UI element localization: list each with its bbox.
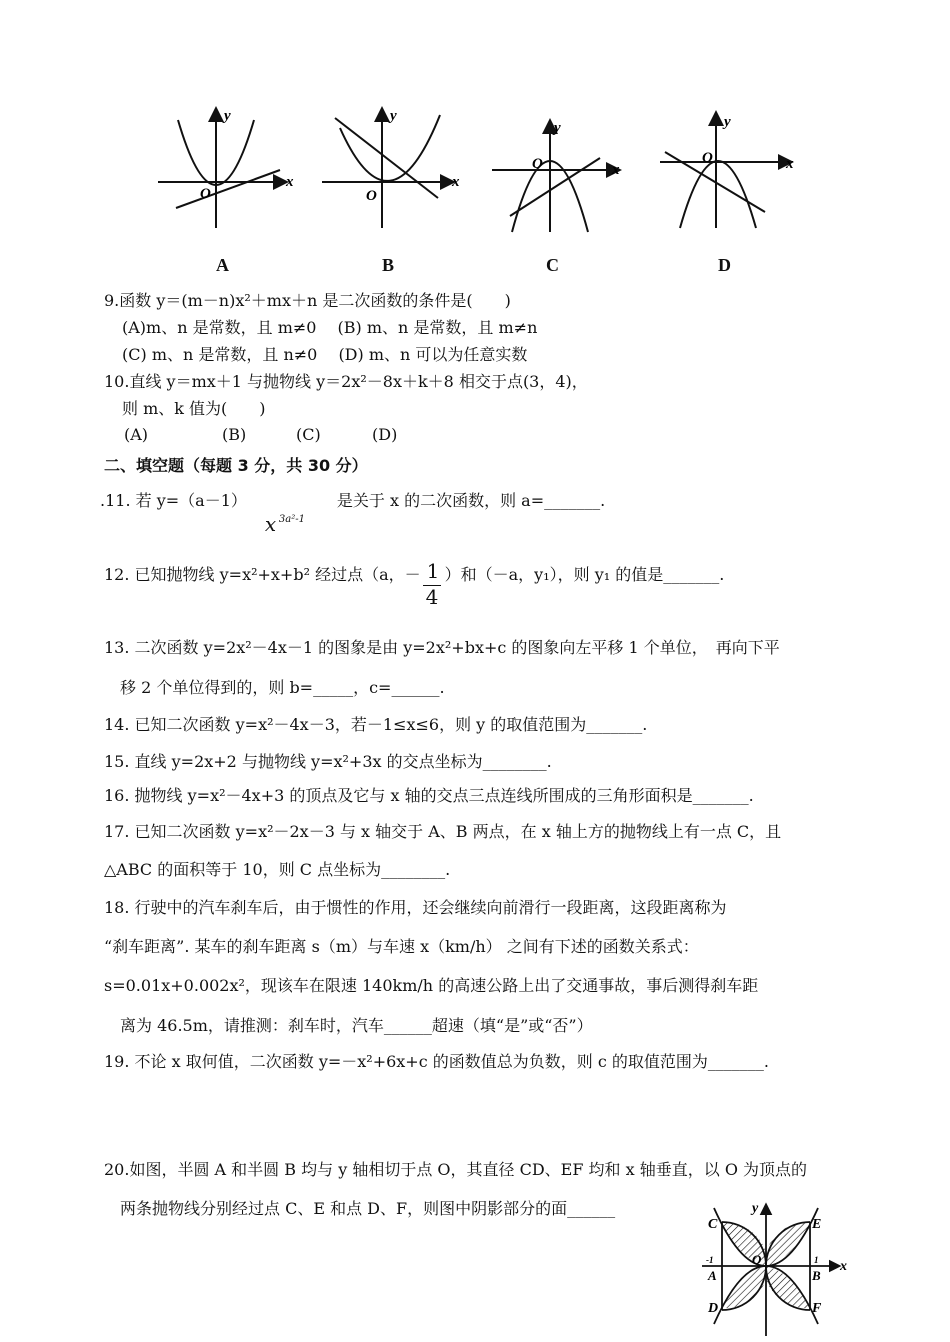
graph-a: [158, 110, 285, 228]
q11-post: 是关于 x 的二次函数，则 a=_______.: [336, 491, 606, 510]
q20-line-1: 20.如图，半圆 A 和半圆 B 均与 y 轴相切于点 O，其直径 CD、EF 均和 x 轴垂直，以 O 为顶点的: [104, 1160, 808, 1179]
q18-line-3: s=0.01x+0.002x²，现该车在限速 140km/h 的高速公路上出了交通事故，事后测得刹车距: [104, 976, 759, 995]
graph-a-x-label: x: [286, 174, 294, 190]
section-2-title: 二、填空题（每题 3 分，共 30 分）: [104, 456, 368, 475]
graph-b: [322, 110, 452, 228]
q10-stem: 10.直线 y＝mx＋1 与抛物线 y＝2x²－8x＋k＋8 相交于点(3，4)，: [104, 372, 588, 391]
q20-label-neg1: -1: [706, 1255, 714, 1265]
q17-line-2: △ABC 的面积等于 10，则 C 点坐标为________.: [104, 860, 451, 879]
q20-label-e: E: [812, 1217, 822, 1232]
q11-exponent: 3a²-1: [278, 514, 305, 525]
q20-figure: [700, 1200, 850, 1340]
caption-a: A: [216, 255, 229, 275]
q16: 16. 抛物线 y=x²－4x+3 的顶点及它与 x 轴的交点三点连线所围成的三角形面积是_______.: [104, 786, 754, 805]
q20-label-o: O: [752, 1252, 762, 1267]
graph-b-x-label: x: [452, 174, 460, 190]
q10-option-a: (A): [124, 425, 149, 444]
q19: 19. 不论 x 取何值，二次函数 y=－x²+6x+c 的函数值总为负数，则 c 的取值范围为_______.: [104, 1052, 769, 1071]
graph-b-y-label: y: [390, 108, 397, 124]
q12-post: ）和（－a，y₁），则 y₁ 的值是_______.: [444, 565, 725, 584]
q11-pre: .11. 若 y=（a－1）: [100, 491, 247, 510]
q20-label-b: B: [812, 1268, 821, 1283]
graph-c-origin: O: [532, 156, 543, 172]
q12-denominator: 4: [425, 585, 439, 609]
q10-stem-2: 则 m、k 值为( ): [122, 399, 266, 418]
q10-option-b: (B): [222, 425, 247, 444]
q10-option-d: (D): [372, 425, 398, 444]
q11: [100, 491, 606, 536]
graph-d: [660, 114, 790, 228]
graph-d-y-label: y: [724, 114, 731, 130]
q20-label-a: A: [708, 1268, 717, 1283]
q9-options-cd: (C) m、n 是常数，且 n≠0 (D) m、n 可以为任意实数: [122, 345, 528, 364]
q12-numerator: 1: [426, 559, 440, 583]
q13-line-1: 13. 二次函数 y=2x²－4x－1 的图象是由 y=2x²+bx+c 的图象向左平移 1 个单位， 再向下平: [104, 638, 780, 657]
q9-stem: 9.函数 y＝(m－n)x²＋mx＋n 是二次函数的条件是( ): [104, 291, 511, 310]
q20-label-y: y: [752, 1201, 759, 1216]
caption-c: C: [546, 255, 559, 275]
q18-line-4: 离为 46.5m，请推测：刹车时，汽车______超速（填“是”或“否”）: [120, 1016, 593, 1035]
q10-option-c: (C): [296, 425, 321, 444]
q20-label-pos1: 1: [814, 1255, 819, 1265]
q14: 14. 已知二次函数 y=x²－4x－3，若－1≤x≤6，则 y 的取值范围为_______.: [104, 715, 648, 734]
q20-label-x: x: [840, 1259, 847, 1274]
q12-pre: 12. 已知抛物线 y=x²+x+b² 经过点（a，－: [104, 565, 421, 584]
q12: [104, 559, 725, 609]
caption-d: D: [718, 255, 731, 275]
q20-line-2: 两条抛物线分别经过点 C、E 和点 D、F，则图中阴影部分的面______: [120, 1199, 616, 1218]
graph-c: [492, 122, 618, 232]
graph-b-origin: O: [366, 188, 377, 204]
q20-label-f: F: [812, 1301, 822, 1316]
graph-d-x-label: x: [786, 156, 794, 172]
q17-line-1: 17. 已知二次函数 y=x²－2x－3 与 x 轴交于 A、B 两点，在 x 轴上方的抛物线上有一点 C，且: [104, 822, 782, 841]
q18-line-2: “刹车距离”. 某车的刹车距离 s（m）与车速 x（km/h） 之间有下述的函数关系式：: [104, 937, 699, 956]
q20-label-c: C: [708, 1217, 718, 1232]
graph-a-origin: O: [200, 186, 211, 202]
graph-c-y-label: y: [554, 120, 561, 136]
q13-line-2: 移 2 个单位得到的，则 b=_____，c=______.: [120, 678, 445, 697]
q20-label-d: D: [708, 1301, 719, 1316]
graph-c-x-label: x: [612, 162, 620, 178]
graph-d-origin: O: [702, 150, 713, 166]
caption-b: B: [382, 255, 395, 275]
q15: 15. 直线 y=2x+2 与抛物线 y=x²+3x 的交点坐标为________.: [104, 752, 552, 771]
graph-a-y-label: y: [224, 108, 231, 124]
q11-base: x: [264, 512, 277, 536]
q18-line-1: 18. 行驶中的汽车刹车后，由于惯性的作用，还会继续向前滑行一段距离，这段距离称为: [104, 898, 727, 917]
q9-options-ab: (A)m、n 是常数，且 m≠0 (B) m、n 是常数，且 m≠n: [122, 318, 538, 337]
